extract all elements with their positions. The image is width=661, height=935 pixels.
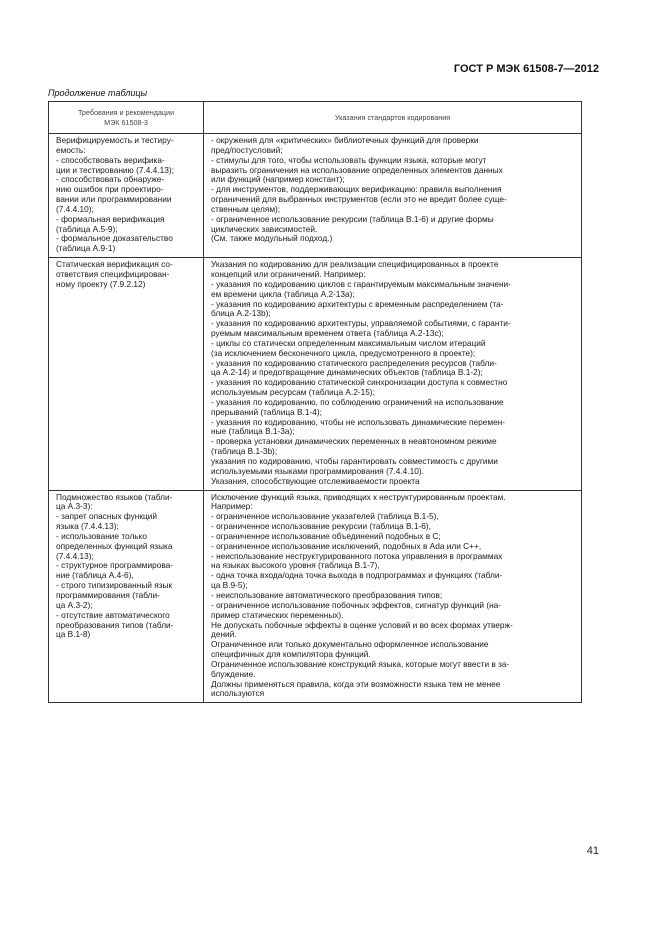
cell-line: ные (таблица В.1-3а);	[211, 426, 295, 437]
cell-line: используются	[211, 688, 265, 699]
cell-line: руемым максимальным временем ответа (таблица А.2-13с);	[211, 328, 444, 339]
cell-line: вании или программировании	[56, 194, 172, 205]
requirements-table	[48, 101, 582, 703]
cell-line: - указания по кодированию архитектуры с временным распределением (та-	[211, 298, 504, 309]
cell-line: дений.	[211, 629, 237, 640]
cell-line: (таблица А.5-9);	[56, 223, 118, 234]
cell-line: ем времени цикла (таблица А.2-13а);	[211, 288, 355, 299]
cell-line: ца А.3-3):	[56, 501, 93, 512]
cell-line: - указания по кодированию архитектуры, управляемой событиями, с гаранти-	[211, 318, 511, 329]
column-header-line: Требования и рекомендации	[77, 107, 175, 117]
cell-line: ца В.9-5);	[211, 580, 248, 591]
cell-line: (См. также модульный подход.)	[211, 233, 333, 244]
cell-line: Ограниченное или только документально оформленное использование	[211, 639, 489, 650]
requirement-cell	[49, 258, 204, 490]
cell-line: Верифицируемость и тестиру-	[56, 135, 174, 145]
cell-line: - ограниченное использование рекурсии (таблица В.1-6) и другие формы	[211, 213, 494, 224]
cell-line: - неиспользование автоматического преобразования типов;	[211, 589, 443, 600]
cell-line: - ограниченное использование объединений подобных в С;	[211, 530, 441, 541]
cell-line: - одна точка входа/одна точка выхода в подпрограммах и функциях (табли-	[211, 570, 503, 581]
cell-line: ции и тестированию (7.4.4.13);	[56, 164, 174, 175]
cell-line: Указания, способствующие отслеживаемости проекта	[211, 475, 420, 486]
cell-line: (таблица А.9-1)	[56, 243, 116, 254]
cell-line: ограничений для выбранных инструментов (если это не вредит более суще-	[211, 194, 507, 205]
cell-line: циклических зависимостей.	[211, 223, 318, 234]
cell-line: - указания по кодированию циклов с гарантируемым максимальным значени-	[211, 278, 511, 289]
cell-line: - неиспользование неструктурированного потока управления в программах	[211, 550, 503, 561]
cell-line: определенных функций языка	[56, 540, 173, 551]
requirement-cell	[49, 490, 204, 703]
cell-line: Исключение функций языка, приводящих к неструктурированным проектам.	[211, 491, 506, 502]
cell-line: - ограниченное использование указателей (таблица В.1-5),	[211, 511, 439, 522]
cell-line: - ограниченное использование побочных эффектов, сигнатур функций (на-	[211, 599, 502, 610]
cell-line: блица А.2-13b);	[211, 308, 271, 319]
requirement-cell	[49, 134, 204, 258]
cell-line: прерываний (таблица В.1-4);	[211, 406, 322, 417]
table-row	[49, 134, 582, 258]
cell-line: - указания по кодированию статического распределения ресурсов (табли-	[211, 357, 497, 368]
cell-line: (7.4.4.10);	[56, 203, 94, 214]
standard-title: ГОСТ Р МЭК 61508-7—2012	[453, 63, 599, 75]
cell-line: - структурное программирова-	[56, 560, 174, 571]
table-row	[49, 258, 582, 490]
cell-line: - циклы со статически определенным максимальным числом итераций	[211, 337, 486, 348]
cell-line: ответствия специфицирован-	[56, 268, 170, 279]
cell-line: Подмножество языков (табли-	[56, 491, 173, 502]
cell-line: пример статических переменных).	[211, 609, 344, 620]
cell-line: программирования (табли-	[56, 589, 160, 600]
cell-line: - ограниченное использование исключений, подобных в Ada или С++,	[211, 540, 482, 551]
cell-line: ному проекту (7.9.2.12)	[56, 278, 146, 289]
cell-line: Статическая верификация со-	[56, 259, 173, 270]
cell-line: специфичных для компилятора функций.	[211, 649, 371, 660]
cell-line: концепций или ограничений. Например:	[211, 268, 366, 279]
cell-line: - способствовать верифика-	[56, 154, 165, 165]
cell-line: - указания по кодированию статической синхронизации доступа к совместно	[211, 377, 508, 388]
coding-guidance-cell	[204, 490, 582, 703]
cell-line: на языках высокого уровня (таблица В.1-7),	[211, 560, 380, 571]
cell-line: Указания по кодированию для реализации специфицированных в проекте	[211, 259, 499, 270]
cell-line: - для инструментов, поддерживающих верификацию: правила выполнения	[211, 184, 502, 195]
cell-line: - способствовать обнаруже-	[56, 174, 165, 185]
cell-line: ца А.3-2);	[56, 599, 93, 610]
page-number: 41	[586, 845, 599, 857]
cell-line: - отсутствие автоматического	[56, 609, 170, 620]
column-header-coding-standards	[204, 102, 582, 134]
table-row	[49, 490, 582, 703]
column-header-text: Указания стандартов кодирования	[334, 112, 451, 122]
cell-line: используемым ресурсам (таблица А.2-15);	[211, 387, 375, 398]
cell-line: пред/постусловий;	[211, 144, 283, 155]
column-header-line: МЭК 61508-3	[104, 117, 148, 127]
coding-guidance-cell	[204, 134, 582, 258]
cell-line: Ограниченное использование конструкций языка, которые могут ввести в за-	[211, 658, 510, 669]
cell-line: Не допускать побочные эффекты в оценке условий и во всех формах утверж-	[211, 619, 513, 630]
cell-line: - окружения для «критических» библиотечных функций для проверки	[211, 135, 479, 145]
cell-line: - использование только	[56, 530, 147, 541]
cell-line: нию ошибок при проектиро-	[56, 184, 164, 195]
cell-line: - проверка установки динамических переменных в неавтономном режиме	[211, 436, 497, 447]
cell-line: ца А.2-14) и предотвращение динамических объектов (таблица В.1-2);	[211, 367, 483, 378]
cell-line: - строго типизированный язык	[56, 580, 173, 591]
cell-line: - формальное доказательство	[56, 233, 173, 244]
cell-line: ца В.1-8)	[56, 629, 91, 640]
cell-line: используемыми языками программирования (7.4.4.10).	[211, 465, 424, 476]
table-caption: Продолжение таблицы	[48, 88, 148, 98]
cell-line: Должны применяться правила, когда эти возможности языка тем не менее	[211, 678, 501, 689]
cell-line: ственным целям);	[211, 203, 281, 214]
cell-line: преобразования типов (табли-	[56, 619, 174, 630]
cell-line: - запрет опасных функций	[56, 511, 158, 522]
coding-guidance-cell	[204, 258, 582, 490]
cell-line: или функций (например констант);	[211, 174, 345, 185]
cell-line: (таблица В.1-3b);	[211, 446, 278, 457]
cell-line: (7.4.4.13);	[56, 550, 94, 561]
cell-line: (за исключением бесконечного цикла, предусмотренного в проекте);	[211, 347, 476, 358]
table-header-row	[49, 102, 582, 134]
cell-line: выразить ограничения на использование определенных элементов данных	[211, 164, 503, 175]
cell-line: ние (таблица А.4-6),	[56, 570, 134, 581]
cell-line: блуждение.	[211, 668, 256, 679]
cell-line: Например:	[211, 501, 253, 512]
cell-line: - формальная верификация	[56, 213, 165, 224]
cell-line: емость:	[56, 144, 86, 155]
cell-line: - указания по кодированию, по соблюдению ограничений на использование	[211, 396, 504, 407]
cell-line: языка (7.4.4.13);	[56, 521, 119, 532]
cell-line: - указания по кодированию, чтобы не использовать динамические перемен-	[211, 416, 506, 427]
cell-line: указания по кодированию, чтобы гарантировать совместимость с другими	[211, 456, 498, 466]
cell-line: - стимулы для того, чтобы использовать функции языка, которые могут	[211, 154, 487, 165]
cell-line: - ограниченное использование рекурсии (таблица В.1-6),	[211, 521, 431, 532]
column-header-requirements	[49, 102, 204, 134]
